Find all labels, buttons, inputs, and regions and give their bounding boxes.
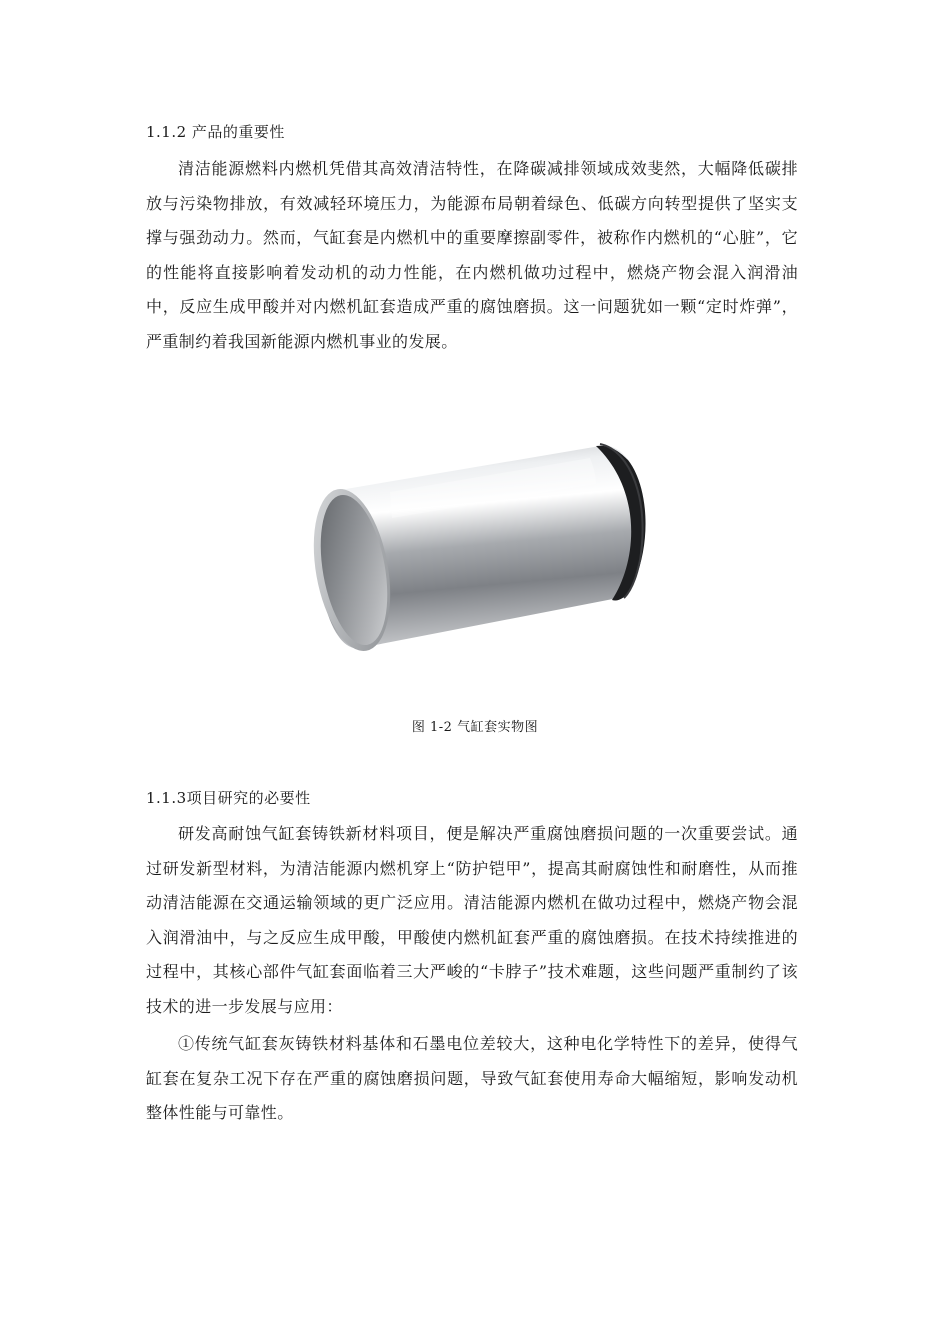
section-heading-1-1-2: 1.1.2 产品的重要性 <box>146 123 285 141</box>
importance-paragraph: 清洁能源燃料内燃机凭借其高效清洁特性，在降碳减排领域成效斐然，大幅降低碳排放与污染物排放，有效减轻环境压力，为能源布局朝着绿色、低碳方向转型提供了坚实支撑与强劲动力。然而，气缸套是内燃机中的重要摩擦副零件，被称作内燃机的“心脏”，它的性能将直接影响着发动机的动力性能，在内燃机做功过程中，燃烧产物会混入润滑油中，反应生成甲酸并对内燃机缸套造成严重的腐蚀磨损。这一问题犹如一颗“定时炸弹”，严重制约着我国新能源内燃机事业的发展。 <box>146 159 798 351</box>
necessity-paragraph: 研发高耐蚀气缸套铸铁新材料项目，便是解决严重腐蚀磨损问题的一次重要尝试。通过研发新型材料，为清洁能源内燃机穿上“防护铠甲”，提高其耐腐蚀性和耐磨性，从而推动清洁能源在交通运输领域的更广泛应用。清洁能源内燃机在做功过程中，燃烧产物会混入润滑油中，与之反应生成甲酸，甲酸使内燃机缸套严重的腐蚀磨损。在技术持续推进的过程中，其核心部件气缸套面临着三大严峻的“卡脖子”技术难题，这些问题严重制约了该技术的进一步发展与应用： <box>146 824 798 1016</box>
figure-caption: 图 1-2 气缸套实物图 <box>411 720 539 735</box>
challenge-item-1: ①传统气缸套灰铸铁材料基体和石墨电位差较大，这种电化学特性下的差异，使得气缸套在复杂工况下存在严重的腐蚀磨损问题，导致气缸套使用寿命大幅缩短，影响发动机整体性能与可靠性。 <box>146 1034 798 1123</box>
cylinder-liner-image <box>300 430 670 670</box>
section-heading-1-1-3: 1.1.3项目研究的必要性 <box>146 789 311 807</box>
